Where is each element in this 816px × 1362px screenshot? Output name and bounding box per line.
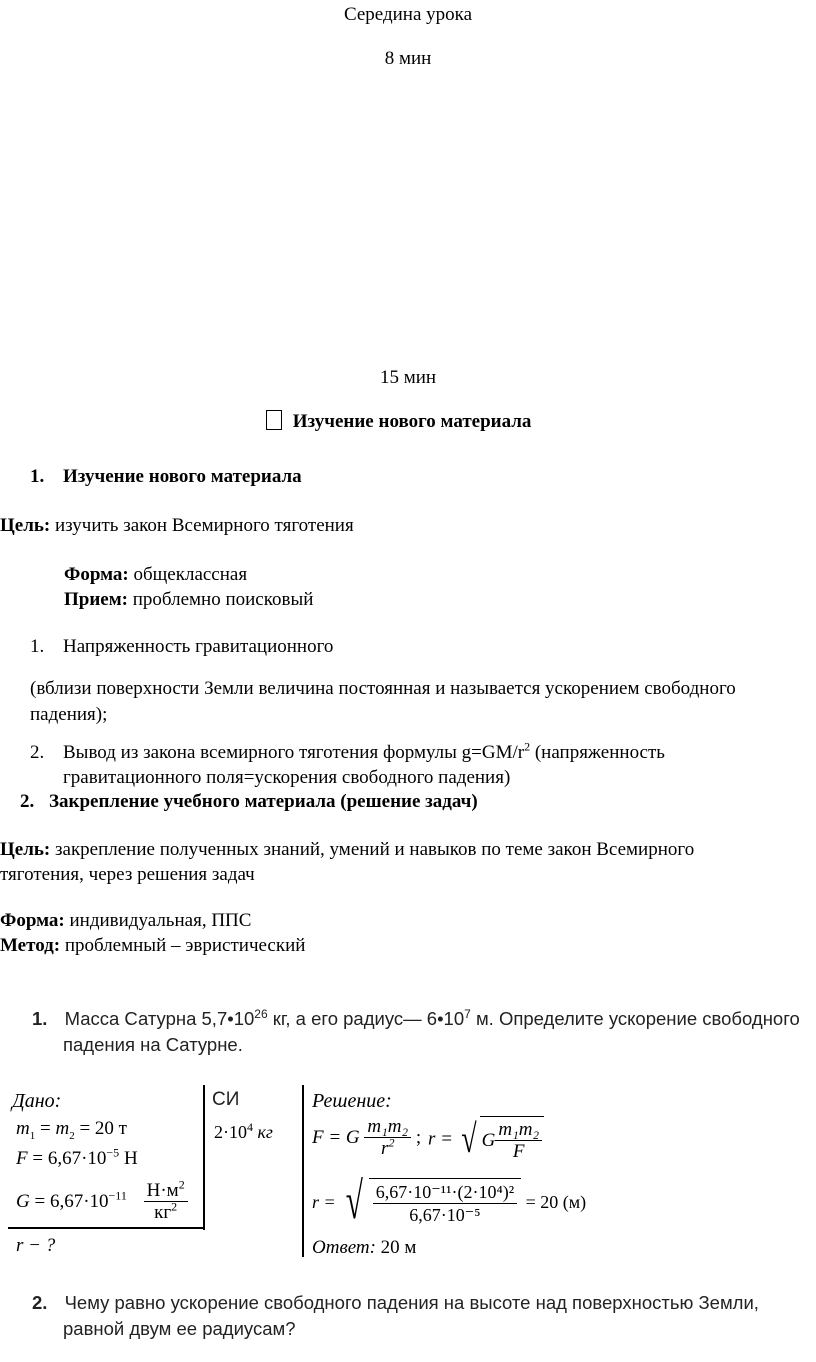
problem1-text-b: кг, а его радиус— 6•10 [267,1008,465,1029]
m2-symbol: m [55,1118,70,1139]
problem1-sup-a: 26 [254,1006,268,1021]
problem2-text: Чему равно ускорение свободного падения на высоте над поверхностью Земли, [64,1292,759,1313]
problem2-line1 [32,1292,759,1314]
calc-fraction [373,1181,517,1226]
item2-text-a: Вывод из закона всемирного тяготения формулы g=GM/r [63,742,525,763]
sqrt-icon: √ [461,1116,477,1161]
solution-title: Решение: [312,1090,392,1112]
force-symbol: F [16,1148,28,1169]
time-8-min: 8 мин [384,48,432,69]
section1-item1 [30,636,333,658]
section2-goal-line1 [0,839,694,861]
answer-value: 20 м [375,1237,417,1258]
calc-sqrt-icon: √ [345,1173,363,1230]
item1-text: Напряженность гравитационного [63,636,334,657]
section2-title: Закрепление учебного материала (решение задач) [49,791,478,812]
calc-sqrt-body [369,1178,521,1226]
calc-radius [312,1173,587,1230]
method2-label: Метод: [0,935,61,956]
G-value: = 6,67·10 [29,1191,109,1212]
given-masses: $m_1 = m_2 = 20$ т [16,1118,127,1142]
section1-note-line2: падения); [30,704,108,725]
section1-note-line1: (вблизи поверхности Земли величина постоянная и называется ускорением свободного [30,678,736,699]
item2-sup: 2 [524,739,531,754]
table-given-underline [8,1227,204,1229]
section1-item2 [30,739,665,764]
method-label: Прием: [64,589,128,610]
form2-label: Форма: [0,910,65,931]
problem1-text-c: м. Определите ускорение свободного [470,1008,800,1029]
answer [312,1237,416,1259]
section1-number: 1. [30,466,45,487]
force-unit: Н [119,1148,138,1169]
goal-text: изучить закон Всемирного тяготения [50,515,354,536]
calc-result: = 20 (м) [521,1192,587,1212]
goal2-label: Цель: [0,839,51,860]
sqrt-body [480,1116,544,1162]
bullet-icon [266,410,282,430]
m1-sub: 1 [29,1129,36,1142]
section2-method [0,935,305,957]
section1-goal [0,515,354,537]
si-value: 2·10 [214,1122,247,1142]
section1-title: Изучение нового материала [63,466,302,487]
formula-radius [428,1116,544,1162]
item1-number: 1. [30,636,45,657]
semicolon: ; [415,1127,422,1148]
bullet-title: Изучение нового материала [292,411,532,432]
si-title: СИ [212,1089,240,1110]
force-exp: −5 [106,1145,120,1160]
section1-form [64,564,247,586]
formula1-den-sup: 2 [388,1135,395,1150]
item2-text [63,739,665,763]
G-unit-num-sup: 2 [178,1177,185,1192]
section1-item2-line2: гравитационного поля=ускорения свободного падения) [63,767,511,788]
force-value: = 6,67·10 [27,1148,107,1169]
calc-den: 6,67·10⁻⁵ [409,1205,481,1225]
given-G [16,1177,188,1223]
m2-sub: 2 [69,1129,75,1142]
form-label: Форма: [64,564,129,585]
section2-goal-line2: тяготения, через решения задач [0,864,255,885]
formula1-num: m₁m₂ [364,1116,411,1138]
given-title: Дано: [12,1090,62,1112]
section2-number: 2. [20,791,35,812]
section2-form [0,910,251,932]
bullet-heading [266,410,531,433]
given-force [16,1145,138,1170]
formula2-lhs: r = [428,1128,458,1150]
table-divider-2 [302,1085,304,1257]
m1-symbol: m [16,1118,30,1139]
time-15-min: 15 мин [379,367,437,388]
formula2-num: m₁m₂ [495,1119,542,1141]
problem1-line2: падения на Сатурне. [63,1034,243,1055]
item2-text-b: (напряженность [530,742,665,763]
form2-text: индивидуальная, ППС [64,910,252,931]
stage-heading: Середина урока [343,4,473,25]
problem2-line2: равной двум ее радиусам? [63,1318,296,1339]
formula2-den: F [512,1141,525,1162]
si-mass [214,1122,273,1143]
si-unit: кг [253,1122,273,1142]
section2-heading [20,791,478,813]
problem1-text-a: Масса Сатурна 5,7•10 [64,1008,255,1029]
find-r: r − ? [16,1235,56,1256]
problem1-line1 [32,1008,800,1030]
section1-method [64,589,313,611]
G-unit-num: Н·м [146,1180,179,1201]
formula1-lhs: F = G [312,1127,360,1148]
problem1-number: 1. [32,1008,48,1029]
formula1-fraction [364,1116,411,1159]
G-unit-den: кг [154,1202,172,1223]
G-exp: −11 [108,1188,127,1203]
method-text: проблемно поисковый [128,589,314,610]
formula-force [312,1116,421,1159]
formula2-fraction [495,1119,542,1162]
G-unit-den-sup: 2 [171,1199,178,1214]
problem1-text [65,1008,800,1029]
calc-num: 6,67·10⁻¹¹·(2·10⁴)² [373,1181,517,1204]
section1-heading [30,466,302,488]
problem2-number: 2. [32,1292,48,1313]
calc-lhs: r = [312,1192,341,1212]
G-symbol: G [16,1191,30,1212]
form-text: общеклассная [128,564,248,585]
formula2-G: G [481,1130,496,1151]
si-exp: 4 [247,1120,253,1134]
answer-label: Ответ: [312,1237,376,1258]
method2-text: проблемный – эвристический [60,935,306,956]
table-divider-1 [203,1085,205,1230]
goal2-text: закрепление полученных знаний, умений и навыков по теме закон Всемирного [50,839,695,860]
problem1-sup-b: 7 [464,1006,471,1021]
formula1-den: r [381,1138,389,1159]
goal-label: Цель: [0,515,51,536]
mass-value: = 20 т [74,1118,127,1139]
item2-number: 2. [30,742,45,763]
G-unit [144,1177,188,1223]
